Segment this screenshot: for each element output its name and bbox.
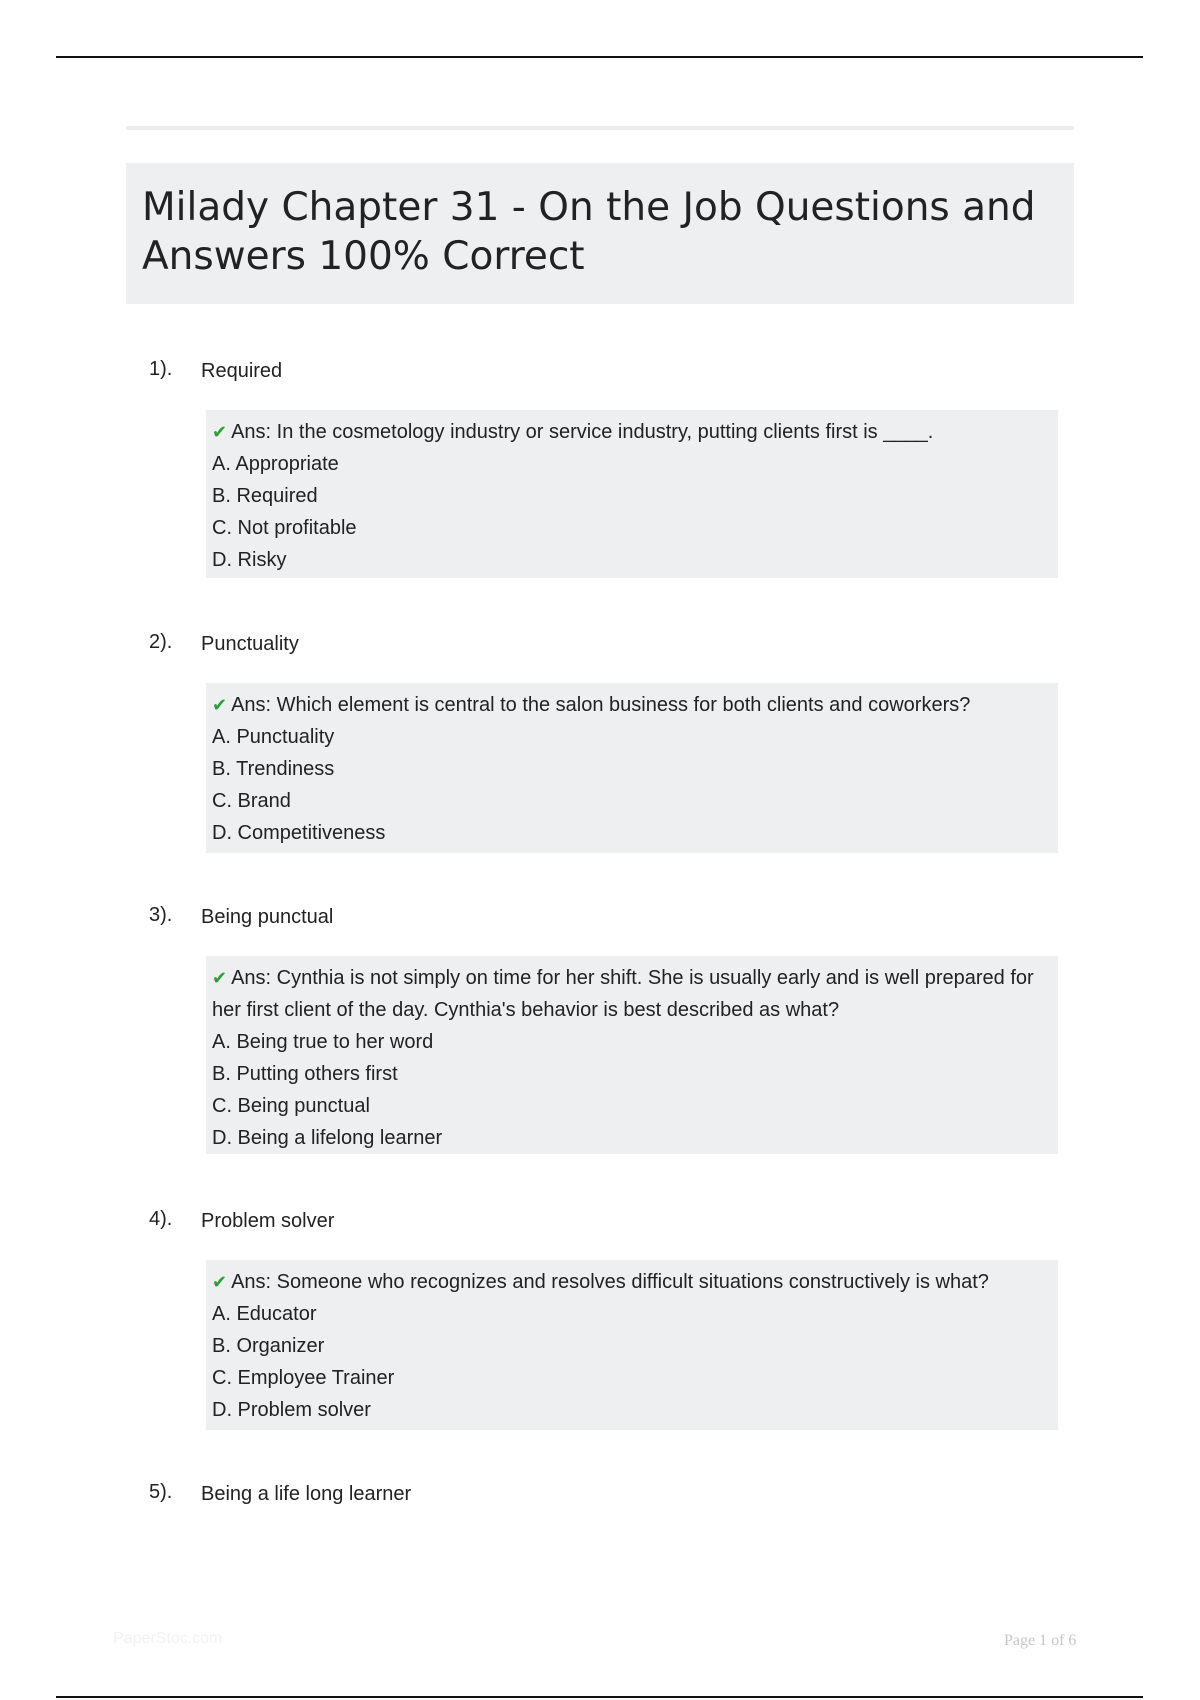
checkmark-icon: ✔ <box>212 968 228 988</box>
question-answer: Being a life long learner <box>201 1483 412 1505</box>
question-number: 2). <box>149 631 173 653</box>
checkmark-icon: ✔ <box>212 695 228 715</box>
answer-prompt-text: Ans: Someone who recognizes and resolves difficult situations constructively is what? <box>231 1271 989 1293</box>
option-a: A. Appropriate <box>212 453 339 475</box>
question-header <box>126 1206 1074 1236</box>
title-box <box>126 163 1074 304</box>
answer-box <box>206 1260 1058 1430</box>
answer-prompt <box>212 689 1052 721</box>
option-a: A. Educator <box>212 1303 317 1325</box>
option-c: C. Not profitable <box>212 517 357 539</box>
answer-prompt <box>212 416 1052 448</box>
question-2 <box>126 629 1074 844</box>
option-a: A. Punctuality <box>212 726 335 748</box>
page-number: Page 1 of 6 <box>1004 1632 1077 1649</box>
option-d: D. Competitiveness <box>212 822 386 844</box>
option-d: D. Being a lifelong learner <box>212 1127 443 1149</box>
footer-watermark: PaperStoc.com <box>113 1630 223 1647</box>
document-title: Milady Chapter 31 - On the Job Questions and Answers 100% Correct <box>142 185 1036 279</box>
checkmark-icon: ✔ <box>212 1272 228 1292</box>
question-header <box>126 902 1074 932</box>
question-answer: Being punctual <box>201 906 334 928</box>
question-3 <box>126 902 1074 1149</box>
option-c: C. Being punctual <box>212 1095 370 1117</box>
option-d: D. Risky <box>212 549 287 571</box>
option-b: B. Putting others first <box>212 1063 398 1085</box>
answer-box <box>206 956 1058 1154</box>
question-number: 3). <box>149 904 173 926</box>
option-d: D. Problem solver <box>212 1399 371 1421</box>
question-1 <box>126 356 1074 571</box>
top-rule <box>56 56 1143 58</box>
question-number: 4). <box>149 1208 173 1230</box>
option-c: C. Brand <box>212 790 291 812</box>
checkmark-icon: ✔ <box>212 422 228 442</box>
option-b: B. Trendiness <box>212 758 335 780</box>
question-answer: Punctuality <box>201 633 299 655</box>
answer-prompt-text: Ans: Which element is central to the salon business for both clients and coworkers? <box>231 694 971 716</box>
bottom-rule <box>56 1696 1143 1698</box>
question-answer: Problem solver <box>201 1210 335 1232</box>
question-number: 1). <box>149 358 173 380</box>
answer-box <box>206 410 1058 578</box>
question-answer: Required <box>201 360 283 382</box>
option-c: C. Employee Trainer <box>212 1367 395 1389</box>
header-divider <box>126 126 1074 130</box>
answer-prompt-text: Ans: Cynthia is not simply on time for her shift. She is usually early and is well prepared for her first client of the day. Cynthia's behavior is best described as what? <box>212 967 1034 1021</box>
answer-prompt <box>212 1266 1052 1298</box>
question-4 <box>126 1206 1074 1421</box>
question-number: 5). <box>149 1481 173 1503</box>
answer-prompt <box>212 962 1052 1026</box>
question-header <box>126 1479 1074 1509</box>
answer-box <box>206 683 1058 853</box>
question-5 <box>126 1479 1074 1509</box>
option-b: B. Organizer <box>212 1335 325 1357</box>
option-b: B. Required <box>212 485 318 507</box>
question-header <box>126 356 1074 386</box>
answer-prompt-text: Ans: In the cosmetology industry or service industry, putting clients first is ____. <box>231 421 934 443</box>
option-a: A. Being true to her word <box>212 1031 434 1053</box>
question-header <box>126 629 1074 659</box>
